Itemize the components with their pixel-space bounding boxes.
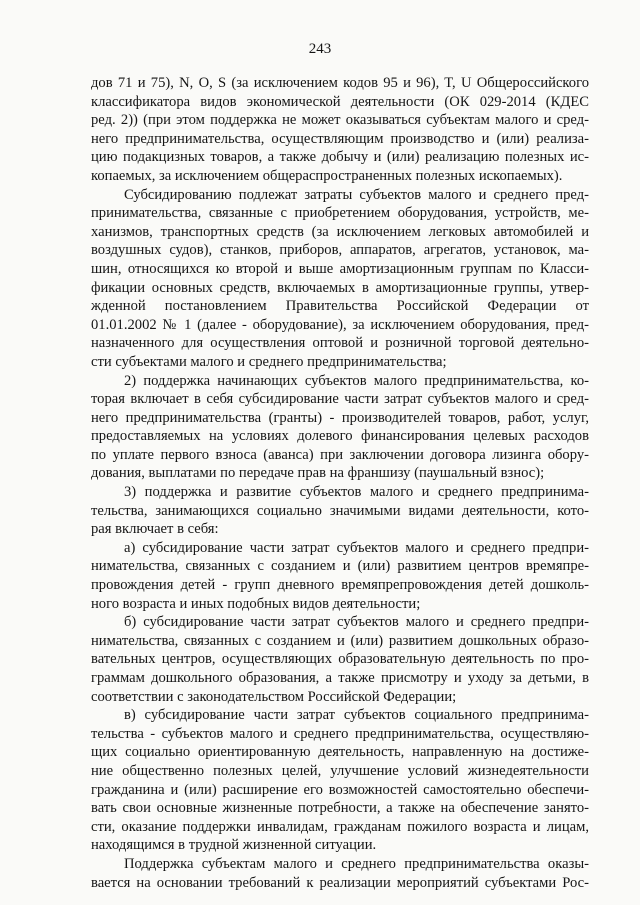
text-line: ред. 2)) (при этом поддержка не может оказываться субъектам малого и сред- [91,112,589,129]
text-line: гражданина и (или) расширение его возможностей самостоятельно обеспечи- [91,781,589,798]
text-line: дования, выплатами по передаче прав на франшизу (паушальный взнос); [91,465,545,482]
text-line: нимательства, связанных с созданием и (или) развитием дошкольных образо- [91,632,589,649]
text-line: фикации основных средств, включаемых в амортизационные группы, утвер- [91,279,589,296]
text-line: воздушных судов), станков, приборов, аппаратов, агрегатов, установок, ма- [91,242,589,259]
text-line: вательных центров, осуществляющих образовательную деятельность по про- [91,651,589,668]
text-line: 01.01.2002 № 1 (далее - оборудование), за исключением оборудования, пред- [91,316,589,333]
text-line: в) субсидирование части затрат субъектов социального предпринима- [124,707,589,724]
text-line: ного возраста и иных подобных видов деятельности; [91,595,421,612]
text-line: находящимся в трудной жизненной ситуации. [91,837,377,854]
text-line: вается на основании требований к реализации мероприятий субъектами Рос- [91,874,589,891]
text-line: торая включает в себя субсидирование части затрат субъектов малого и сред- [91,391,589,408]
text-line: Субсидированию подлежат затраты субъектов малого и среднего пред- [124,186,589,203]
text-line: него предпринимательства, осуществляющим производство и (или) реализа- [91,130,589,147]
text-line: щих социально ориентированную деятельность, направленную на достиже- [91,744,589,761]
text-line: рая включает в себя: [91,521,219,538]
text-line: а) субсидирование части затрат субъектов малого и среднего предпри- [124,539,589,556]
text-line: назначенного для осуществления оптовой и розничной торговой деятельно- [91,335,589,352]
text-line: тельства, занимающихся социально значимыми видами деятельности, кото- [91,502,589,519]
text-line: него предпринимательства (гранты) - производителей товаров, работ, услуг, [91,409,589,426]
page-number: 243 [308,41,332,57]
text-line: б) субсидирование части затрат субъектов малого и среднего предпри- [124,614,589,631]
text-line: провождения детей - групп дневного времяпрепровождения детей дошколь- [91,577,589,594]
text-line: ханизмов, транспортных средств (за исключением легковых автомобилей и [91,223,589,240]
text-line: шин, относящихся ко второй и выше амортизационным группам по Класси- [91,260,589,277]
text-line: вать свои основные жизненные потребности, а также на обеспечение занято- [91,800,589,817]
text-line: копаемых, за исключением общераспространенных полезных ископаемых). [91,167,563,184]
text-line: по уплате первого взноса (аванса) при заключении договора лизинга обору- [91,446,589,463]
text-line: 2) поддержка начинающих субъектов малого предпринимательства, ко- [124,372,589,389]
text-line: граммам дошкольного образования, а также присмотру и уходу за детьми, в [91,670,589,686]
text-line: классификатора видов экономической деятельности (ОК 029-2014 (КДЕС [91,93,589,110]
text-line: нимательства, связанных с созданием и (или) развитием центров времяпре- [91,558,589,575]
text-line: сти, оказание поддержки инвалидам, гражданам пожилого возраста и лицам, [91,818,589,835]
document-body [91,74,589,892]
text-line: дов 71 и 75), N, O, S (за исключением кодов 95 и 96), T, U Общероссийского [91,75,589,91]
text-line: принимательства, связанные с приобретением оборудования, устройств, ме- [91,205,589,222]
text-line: тельства - субъектов малого и среднего предпринимательства, осуществляю- [91,725,589,742]
text-line: предоставляемых на условиях долевого финансирования целевых расходов [91,428,589,445]
text-line: цию подакцизных товаров, а также добычу и (или) реализацию полезных ис- [91,149,589,166]
text-line: ние общественно полезных целей, улучшение условий жизнедеятельности [91,762,589,779]
text-line: жденной постановлением Правительства Российской Федерации от [91,298,589,315]
text-line: сти субъектами малого и среднего предпринимательства; [91,353,447,370]
text-line: соответствии с законодательством Российской Федерации; [91,688,457,705]
text-line: Поддержка субъектам малого и среднего предпринимательства оказы- [124,855,589,872]
text-line: 3) поддержка и развитие субъектов малого и среднего предпринима- [124,484,589,501]
